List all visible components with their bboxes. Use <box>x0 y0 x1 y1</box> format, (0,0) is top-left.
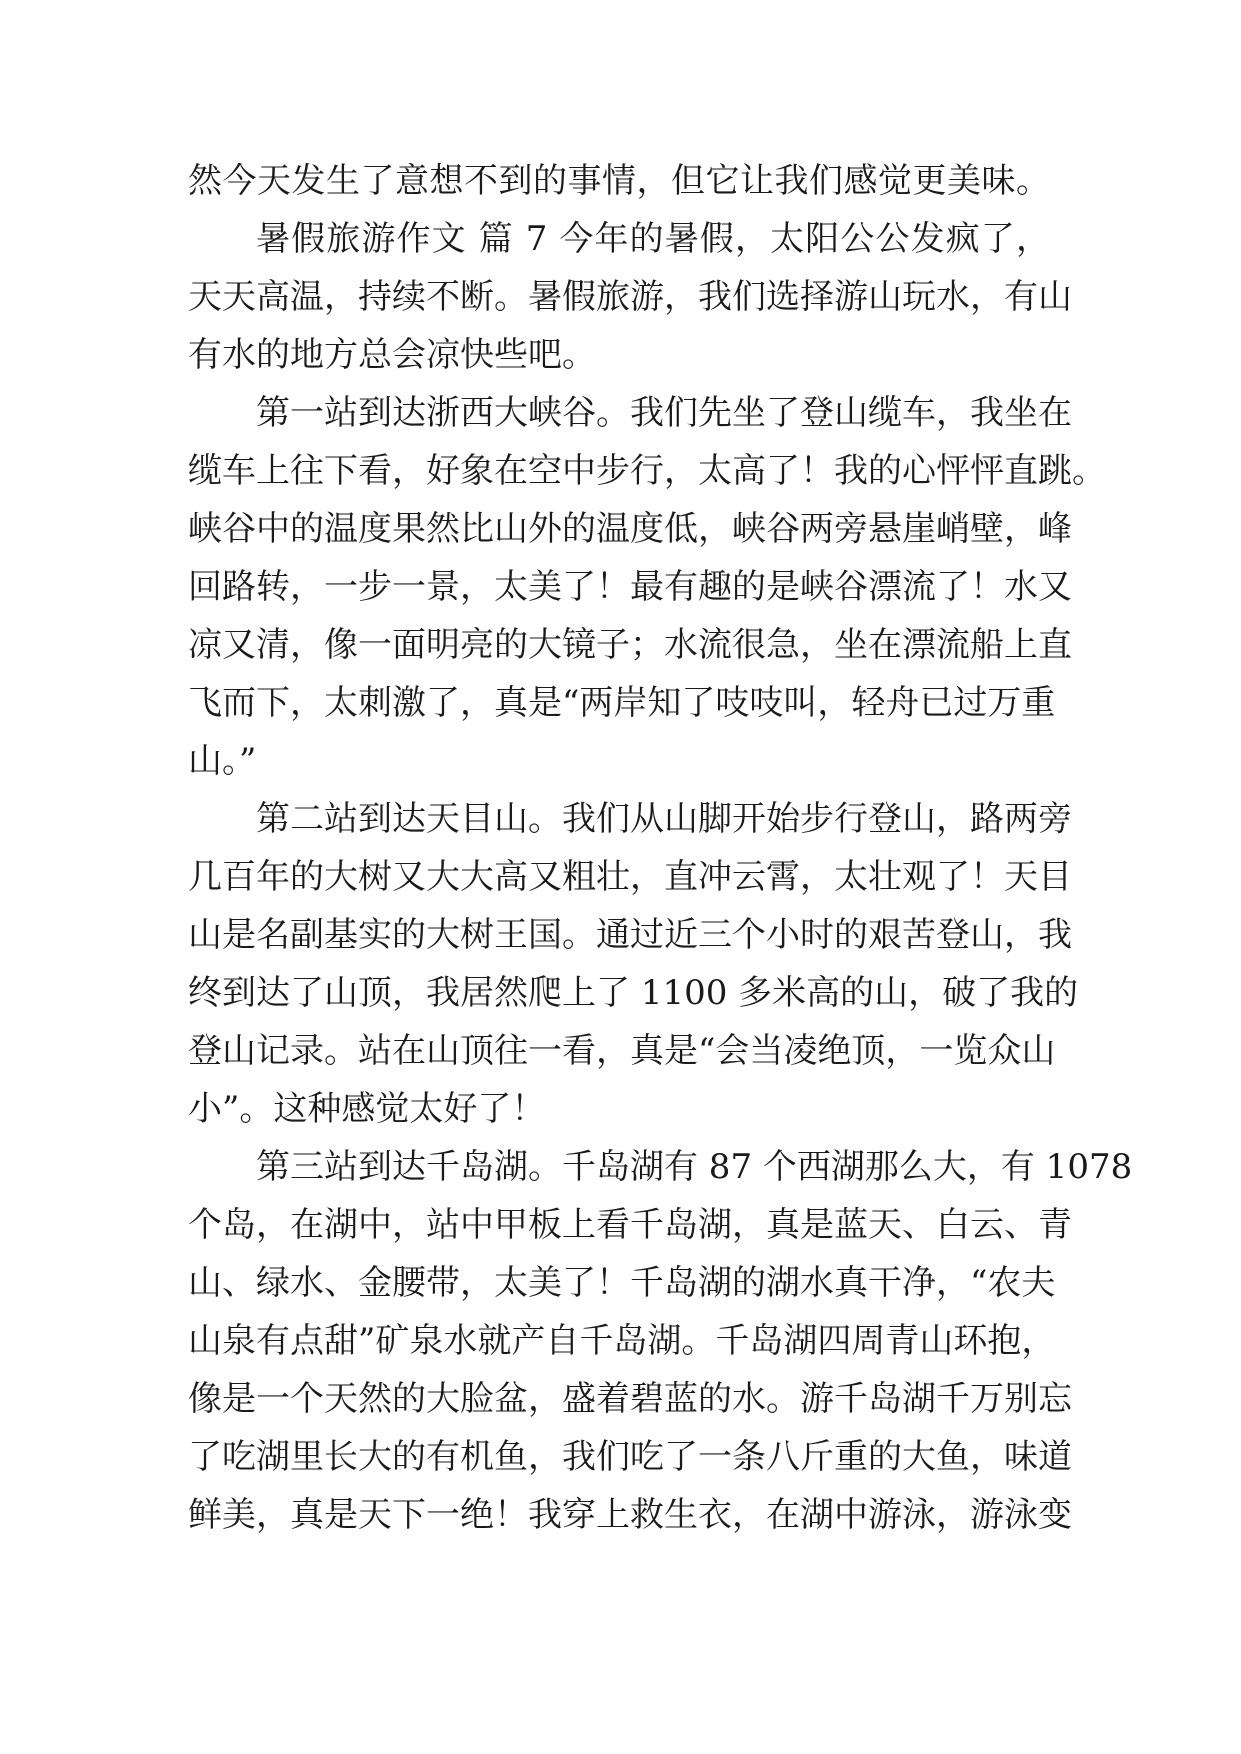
text-line: 小”。这种感觉太好了！ <box>188 1089 546 1129</box>
text-line: 山。” <box>188 741 257 781</box>
essay-body <box>188 152 1133 1544</box>
text-line: 回路转，一步一景，太美了！最有趣的是峡谷漂流了！水又 <box>188 567 1072 607</box>
text-line: 鲜美，真是天下一绝！我穿上救生衣，在湖中游泳，游泳变 <box>188 1495 1072 1535</box>
text-line: 峡谷中的温度果然比山外的温度低，峡谷两旁悬崖峭壁，峰 <box>188 509 1072 549</box>
text-line: 山泉有点甜”矿泉水就产自千岛湖。千岛湖四周青山环抱， <box>188 1321 1056 1361</box>
text-line: 了吃湖里长大的有机鱼，我们吃了一条八斤重的大鱼，味道 <box>188 1437 1072 1477</box>
text-line: 第二站到达天目山。我们从山脚开始步行登山，路两旁 <box>256 799 1072 839</box>
text-line: 缆车上往下看，好象在空中步行，太高了！我的心怦怦直跳。 <box>188 451 1106 491</box>
text-line: 第一站到达浙西大峡谷。我们先坐了登山缆车，我坐在 <box>256 393 1072 433</box>
text-line: 凉又清，像一面明亮的大镜子；水流很急，坐在漂流船上直 <box>188 625 1072 665</box>
text-line: 像是一个天然的大脸盆，盛着碧蓝的水。游千岛湖千万别忘 <box>188 1379 1072 1419</box>
text-line: 暑假旅游作文 篇 7 今年的暑假，太阳公公发疯了， <box>256 219 1050 259</box>
text-line: 个岛，在湖中，站中甲板上看千岛湖，真是蓝天、白云、青 <box>188 1205 1072 1245</box>
text-line: 几百年的大树又大大高又粗壮，直冲云霄，太壮观了！天目 <box>188 857 1072 897</box>
text-line: 第三站到达千岛湖。千岛湖有 87 个西湖那么大，有 1078 <box>256 1147 1133 1187</box>
text-line: 有水的地方总会凉快些吧。 <box>188 335 596 375</box>
text-line: 山、绿水、金腰带，太美了！千岛湖的湖水真干净，“农夫 <box>188 1263 1056 1303</box>
text-line: 山是名副基实的大树王国。通过近三个小时的艰苦登山，我 <box>188 915 1072 955</box>
text-line: 终到达了山顶，我居然爬上了 1100 多米高的山，破了我的 <box>188 973 1079 1013</box>
text-line: 飞而下，太刺激了，真是“两岸知了吱吱叫，轻舟已过万重 <box>188 683 1056 723</box>
text-line: 然今天发生了意想不到的事情，但它让我们感觉更美味。 <box>188 161 1050 201</box>
text-line: 登山记录。站在山顶往一看，真是“会当凌绝顶，一览众山 <box>188 1031 1056 1071</box>
text-line: 天天高温，持续不断。暑假旅游，我们选择游山玩水，有山 <box>188 277 1072 317</box>
